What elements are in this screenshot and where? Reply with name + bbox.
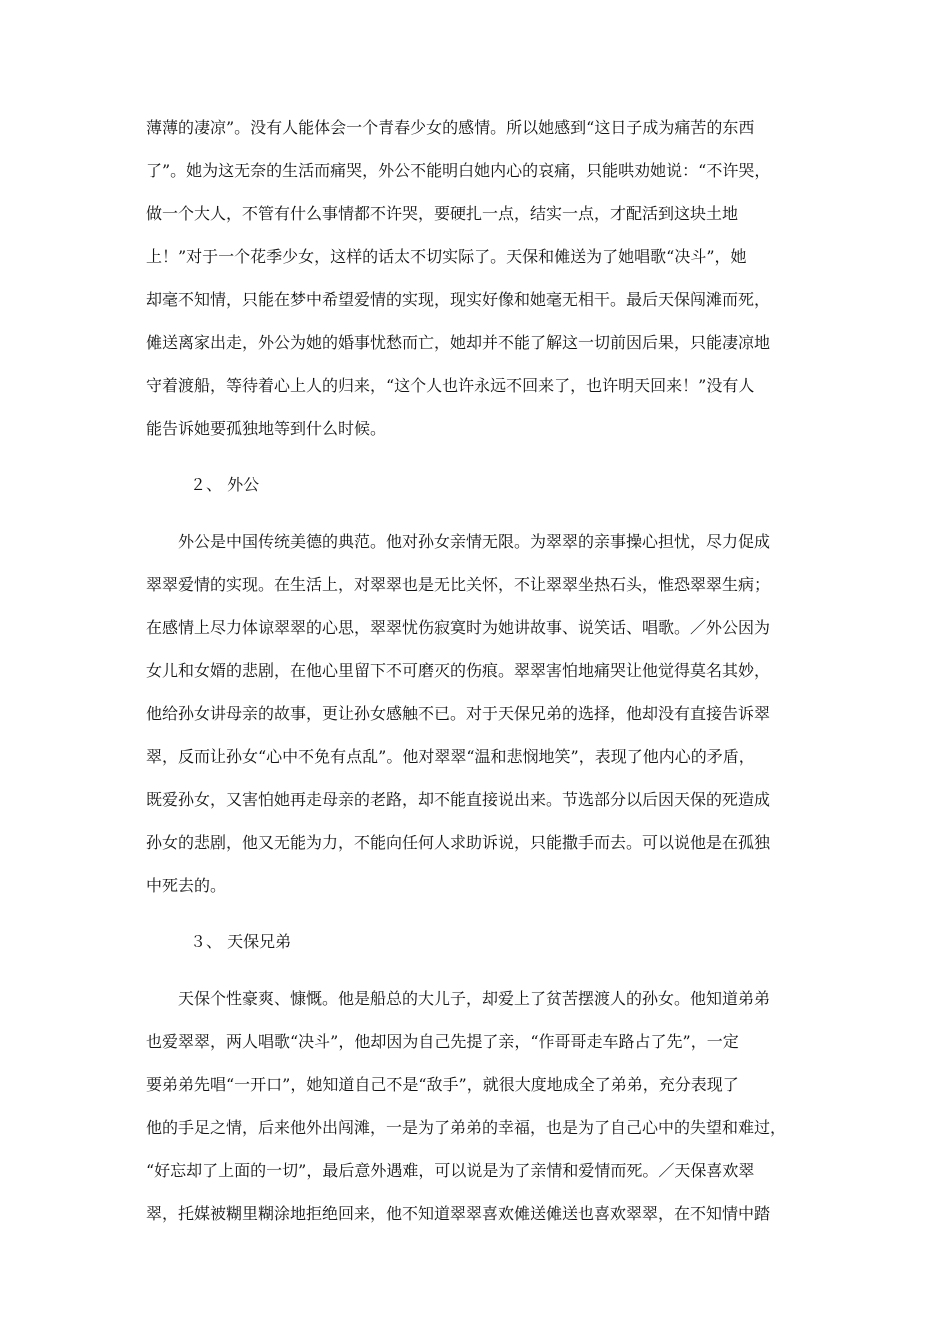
text-line: 既爱孙女，又害怕她再走母亲的老路，却不能直接说出来。节选部分以后因天保的死造成 xyxy=(146,790,771,809)
text-line: “好忘却了上面的一切”，最后意外遇难，可以说是为了亲情和爱情而死。／天保喜欢翠 xyxy=(146,1161,755,1180)
text-line: 翠，托媒被糊里糊涂地拒绝回来，他不知道翠翠喜欢傩送傩送也喜欢翠翠，在不知情中踏 xyxy=(146,1204,771,1223)
section-heading-tianbao-brothers: ３、 天保兄弟 xyxy=(190,932,292,951)
text-line: 要弟弟先唱“一开口”，她知道自己不是“敌手”，就很大度地成全了弟弟，充分表现了 xyxy=(146,1075,739,1094)
text-line: 薄薄的凄凉”。没有人能体会一个青春少女的感情。所以她感到“这日子成为痛苦的东西 xyxy=(146,118,755,137)
section-heading-grandfather: ２、 外公 xyxy=(190,475,260,494)
text-line: 傩送离家出走，外公为她的婚事忧愁而亡，她却并不能了解这一切前因后果，只能凄凉地 xyxy=(146,333,771,352)
text-line: 孙女的悲剧，他又无能为力，不能向任何人求助诉说，只能撒手而去。可以说他是在孤独 xyxy=(146,833,771,852)
text-line: 也爱翠翠，两人唱歌“决斗”，他却因为自己先提了亲，“作哥哥走车路占了先”，一定 xyxy=(146,1032,739,1051)
text-line: 了”。她为这无奈的生活而痛哭，外公不能明白她内心的哀痛，只能哄劝她说：“不许哭， xyxy=(146,161,771,180)
text-line: 做一个大人，不管有什么事情都不许哭，要硬扎一点，结实一点，才配活到这块土地 xyxy=(146,204,739,223)
text-line: 天保个性豪爽、慷慨。他是船总的大儿子，却爱上了贫苦摆渡人的孙女。他知道弟弟 xyxy=(146,989,771,1008)
text-line: 外公是中国传统美德的典范。他对孙女亲情无限。为翠翠的亲事操心担忧，尽力促成 xyxy=(146,532,771,551)
text-line: 守着渡船，等待着心上人的归来，“这个人也许永远不回来了，也许明天回来！”没有人 xyxy=(146,376,755,395)
text-line: 翠，反而让孙女“心中不免有点乱”。他对翠翠“温和悲悯地笑”，表现了他内心的矛盾， xyxy=(146,747,755,766)
text-line: 能告诉她要孤独地等到什么时候。 xyxy=(146,419,387,438)
text-line: 女儿和女婿的悲剧，在他心里留下不可磨灭的伤痕。翠翠害怕地痛哭让他觉得莫名其妙， xyxy=(146,661,771,680)
text-line: 却毫不知情，只能在梦中希望爱情的实现，现实好像和她毫无相干。最后天保闯滩而死， xyxy=(146,290,771,309)
text-line: 在感情上尽力体谅翠翠的心思，翠翠忧伤寂寞时为她讲故事、说笑话、唱歌。／外公因为 xyxy=(146,618,771,637)
text-line: 他的手足之情，后来他外出闯滩，一是为了弟弟的幸福，也是为了自己心中的失望和难过， xyxy=(146,1118,787,1137)
text-line: 上！”对于一个花季少女，这样的话太不切实际了。天保和傩送为了她唱歌“决斗”，她 xyxy=(146,247,747,266)
text-line: 他给孙女讲母亲的故事，更让孙女感触不已。对于天保兄弟的选择，他却没有直接告诉翠 xyxy=(146,704,771,723)
text-line: 中死去的。 xyxy=(146,876,227,895)
text-line: 翠翠爱情的实现。在生活上，对翠翠也是无比关怀，不让翠翠坐热石头，惟恐翠翠生病； xyxy=(146,575,771,594)
